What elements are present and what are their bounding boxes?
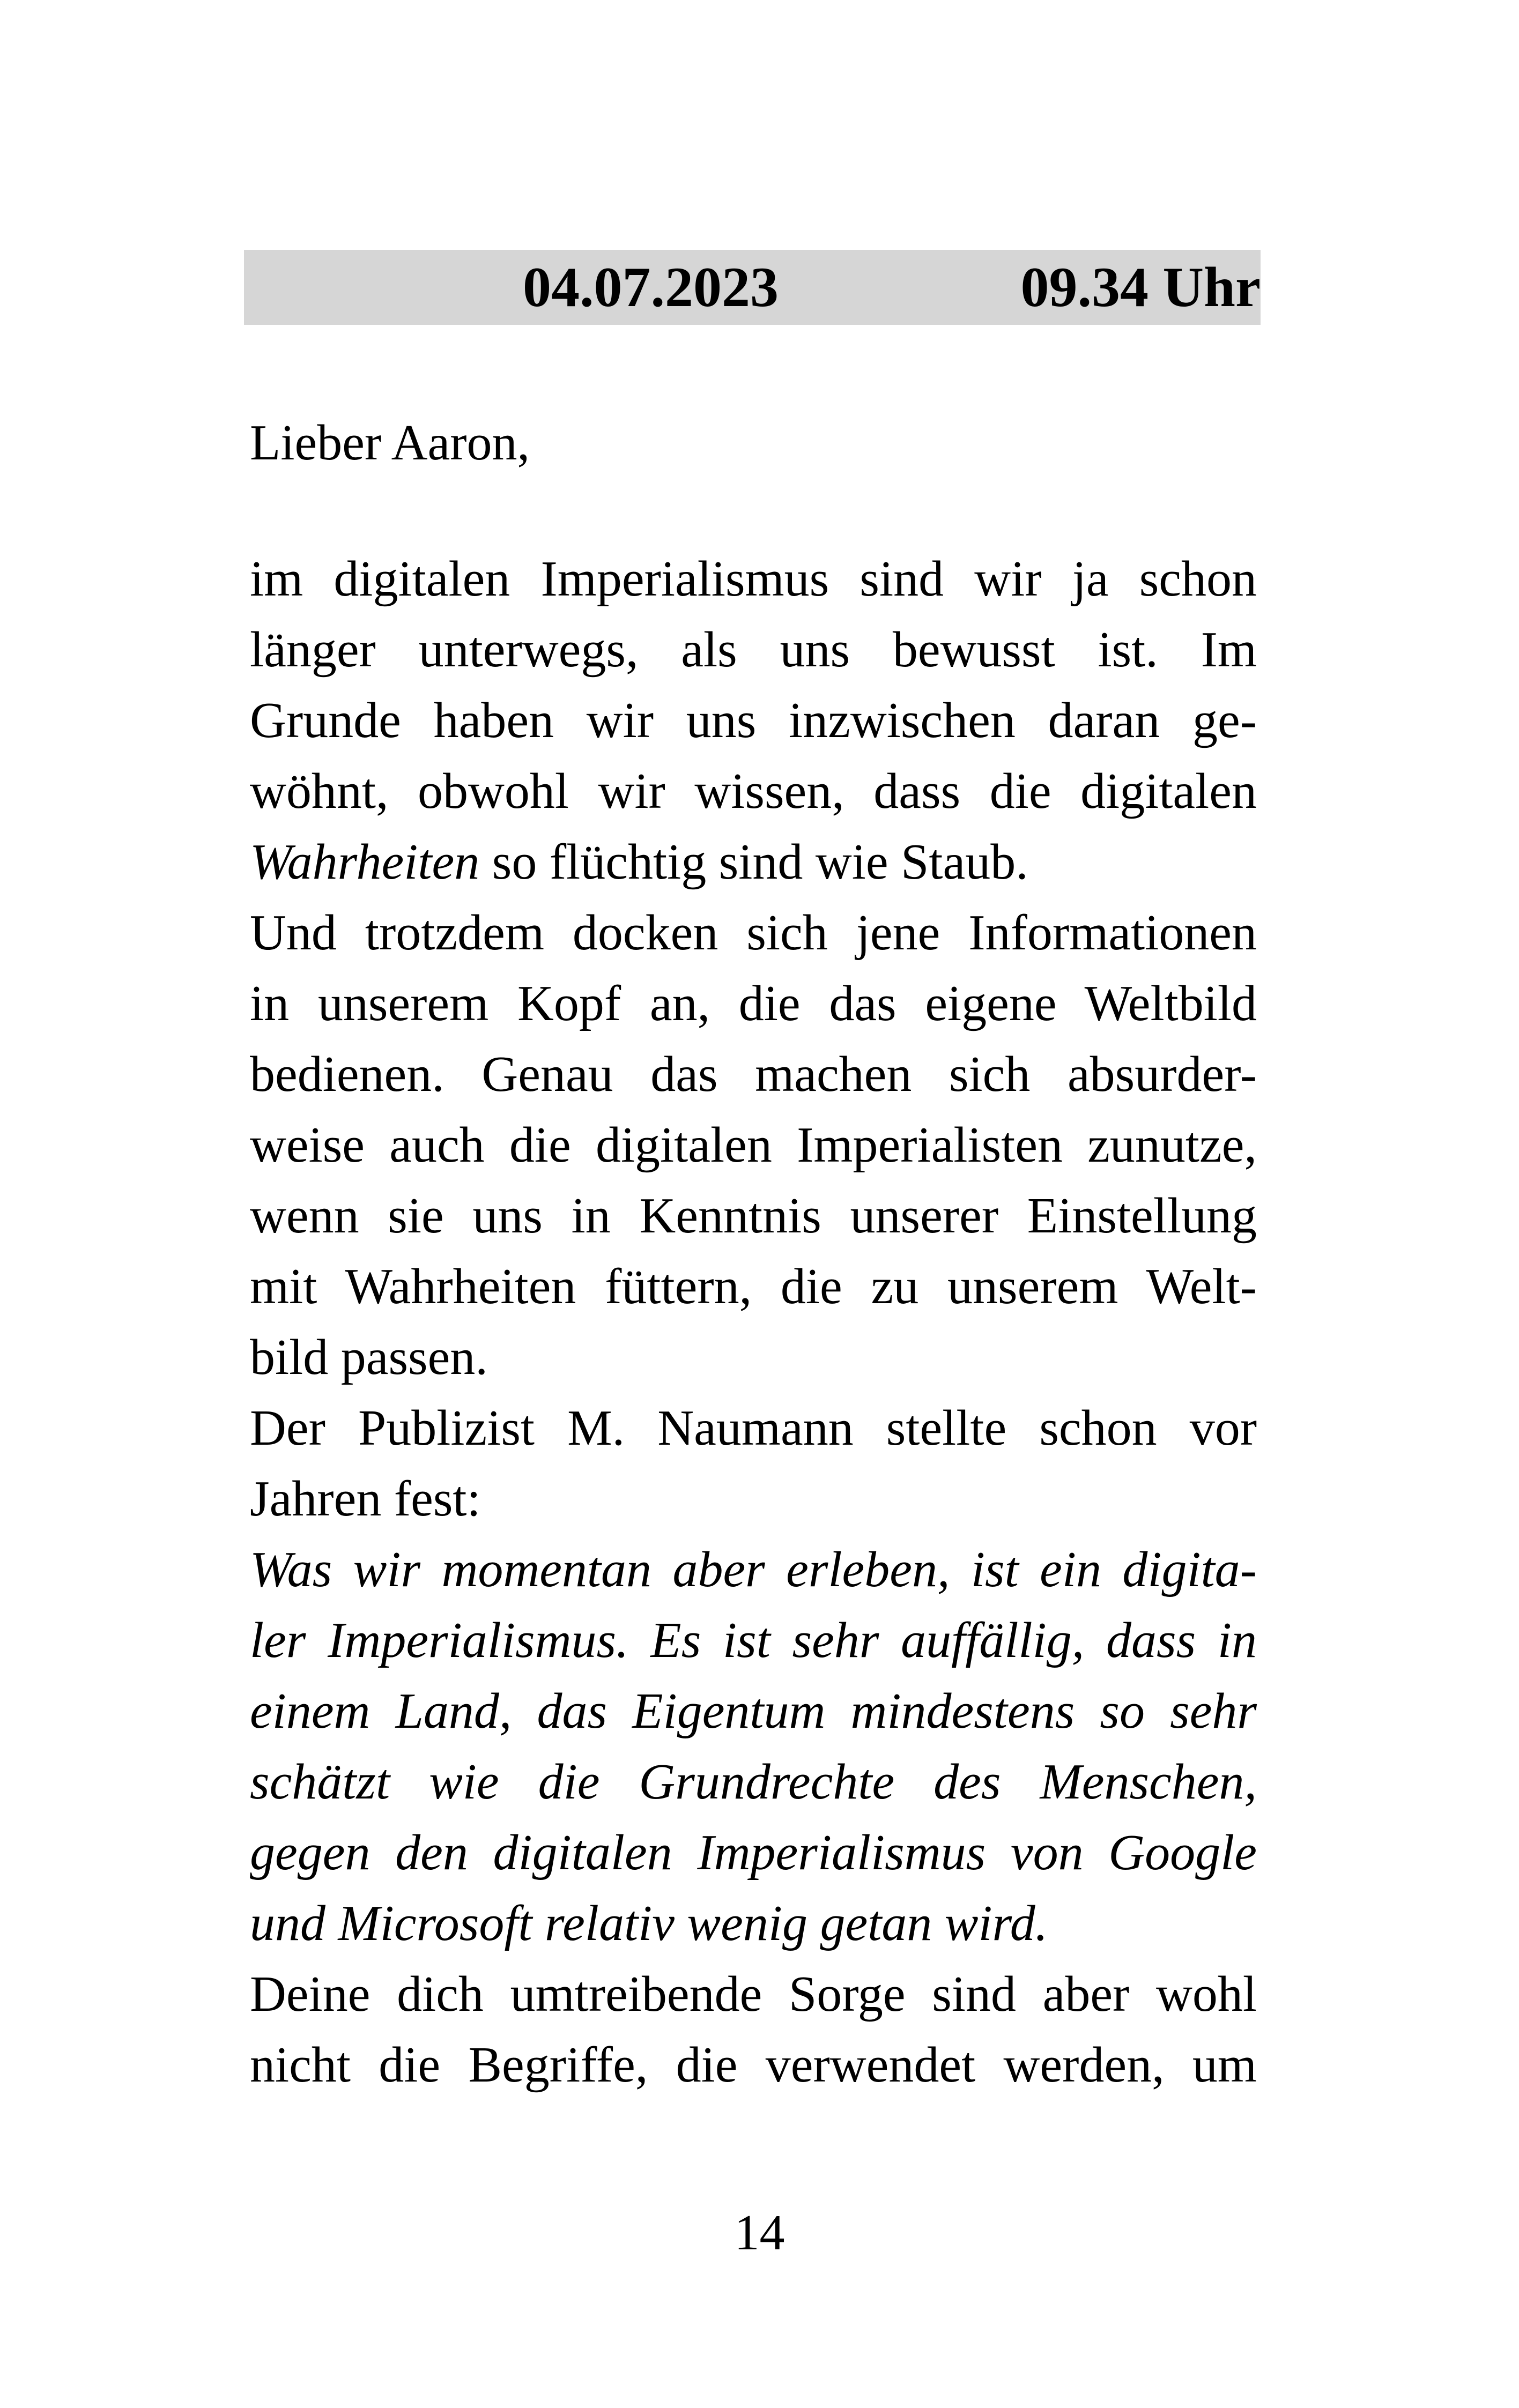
italic-text: ler Imperialismus. Es ist sehr auffällig, dass in <box>250 1612 1257 1668</box>
text-segment: Jahren fest: <box>250 1471 481 1527</box>
italic-text: gegen den digitalen Imperialismus von Google <box>250 1825 1257 1881</box>
text-line <box>250 1959 1257 2030</box>
text-line <box>250 685 1257 756</box>
text-segment: Grunde haben wir uns inzwischen daran ge- <box>250 693 1257 748</box>
letter-body <box>250 544 1257 2100</box>
entry-date: 04.07.2023 <box>523 256 779 318</box>
text-line <box>250 1322 1257 1393</box>
text-segment: bild passen. <box>250 1329 488 1385</box>
text-segment: weise auch die digitalen Imperialisten zunutze, <box>250 1117 1257 1173</box>
text-line <box>250 1393 1257 1463</box>
text-line <box>250 1039 1257 1110</box>
text-segment: im digitalen Imperialismus sind wir ja schon <box>250 551 1257 607</box>
text-line <box>250 1817 1257 1888</box>
text-line <box>250 827 1257 897</box>
text-segment: wenn sie uns in Kenntnis unserer Einstellung <box>250 1188 1257 1244</box>
text-segment: Deine dich umtreibende Sorge sind aber wohl <box>250 1966 1257 2022</box>
page-number: 14 <box>734 2205 785 2261</box>
text-line <box>250 2030 1257 2100</box>
text-line <box>250 1888 1257 1959</box>
text-line <box>250 614 1257 685</box>
text-line <box>250 1746 1257 1817</box>
text-line <box>250 968 1257 1039</box>
text-line <box>250 1180 1257 1251</box>
text-line <box>250 897 1257 968</box>
italic-text: schätzt wie die Grundrechte des Menschen, <box>250 1754 1257 1810</box>
text-line <box>250 1251 1257 1322</box>
text-line <box>250 1676 1257 1746</box>
text-line <box>250 544 1257 614</box>
text-segment: Der Publizist M. Naumann stellte schon vor <box>250 1400 1257 1456</box>
salutation: Lieber Aaron, <box>250 415 530 471</box>
text-segment: so flüchtig sind wie Staub. <box>479 834 1028 890</box>
text-line <box>250 756 1257 827</box>
text-line <box>250 1110 1257 1180</box>
italic-text: Wahrheiten <box>250 834 480 890</box>
text-line <box>250 1463 1257 1534</box>
italic-text: Was wir momentan aber erleben, ist ein digita- <box>250 1542 1257 1597</box>
text-segment: länger unterwegs, als uns bewusst ist. Im <box>250 622 1257 678</box>
text-segment: mit Wahrheiten füttern, die zu unserem Welt- <box>250 1259 1257 1314</box>
italic-text: einem Land, das Eigentum mindestens so sehr <box>250 1683 1257 1739</box>
text-segment: Und trotzdem docken sich jene Informationen <box>250 905 1257 961</box>
italic-text: und Microsoft relativ wenig getan wird. <box>250 1896 1048 1951</box>
entry-time: 09.34 Uhr <box>1020 256 1261 318</box>
text-segment: nicht die Begriffe, die verwendet werden, um <box>250 2037 1257 2093</box>
text-line <box>250 1605 1257 1676</box>
text-segment: wöhnt, obwohl wir wissen, dass die digitalen <box>250 763 1257 819</box>
text-segment: in unserem Kopf an, die das eigene Weltbild <box>250 976 1257 1031</box>
text-segment: bedienen. Genau das machen sich absurder- <box>250 1046 1257 1102</box>
text-line <box>250 1534 1257 1605</box>
